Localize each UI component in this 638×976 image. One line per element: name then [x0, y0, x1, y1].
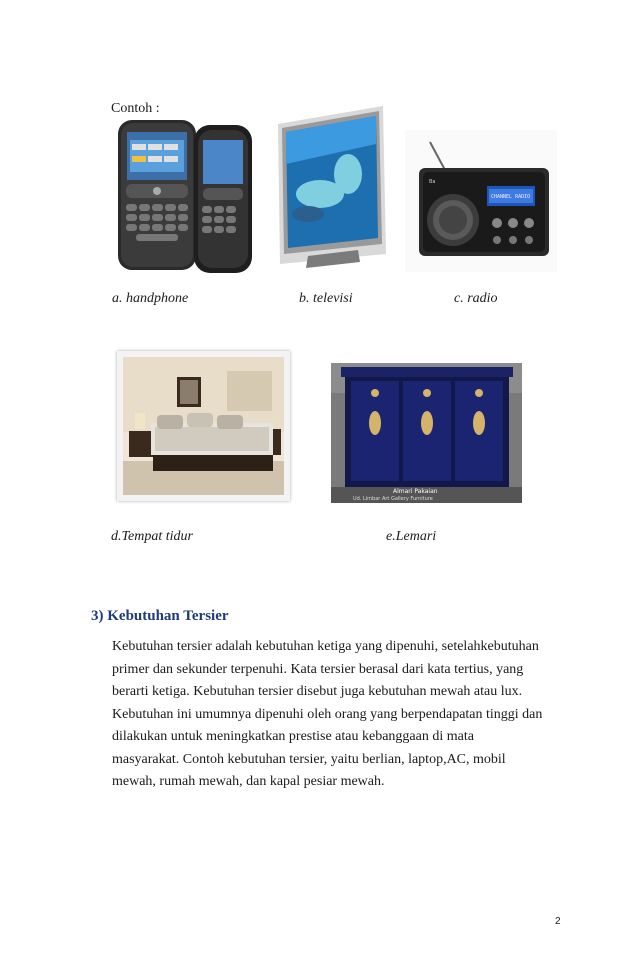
label-lemari: e.Lemari — [386, 529, 437, 544]
section-heading: 3) Kebutuhan Tersier — [91, 608, 229, 624]
radio-image — [405, 130, 557, 272]
label-tempat-tidur: d.Tempat tidur — [111, 529, 193, 544]
label-handphone: a. handphone — [112, 291, 189, 306]
paragraph-line: Kebutuhan tersier adalah kebutuhan ketiga yang dipenuhi, setelahkebutuhan — [112, 639, 539, 654]
lemari-image — [331, 363, 522, 503]
radio-display-text: CHANNEL RADIO — [491, 194, 531, 200]
paragraph-line: Kebutuhan ini umumnya dipenuhi oleh orang yang berpendapatan tinggi dan — [112, 706, 543, 722]
section-paragraph — [112, 636, 582, 794]
paragraph-line: mewah, rumah mewah, dan kapal pesiar mewah. — [112, 774, 385, 789]
paragraph-line: berarti ketiga. Kebutuhan tersier disebut juga kebutuhan mewah atau lux. — [112, 684, 523, 699]
paragraph-line: masyarakat. Contoh kebutuhan tersier, yaitu berlian, laptop,AC, mobil — [112, 751, 506, 767]
lemari-watermark: Ud. Limbar Art Gallery Furniture — [353, 496, 433, 502]
lemari-caption: Almari Pakaian — [393, 488, 438, 495]
tempat-tidur-image — [117, 351, 290, 501]
paragraph-line: dilakukan untuk meningkatkan prestise atau kebanggaan di mata — [112, 729, 474, 744]
radio-brand: Ba — [429, 179, 436, 185]
intro-label: Contoh : — [111, 101, 160, 116]
label-televisi: b. televisi — [299, 291, 353, 306]
page-number: 2 — [555, 916, 561, 927]
paragraph-line: primer dan sekunder terpenuhi. Kata tersier berasal dari kata tertius, yang — [112, 661, 524, 677]
label-radio: c. radio — [454, 291, 498, 306]
handphone-image — [106, 110, 261, 275]
televisi-image — [268, 104, 393, 276]
